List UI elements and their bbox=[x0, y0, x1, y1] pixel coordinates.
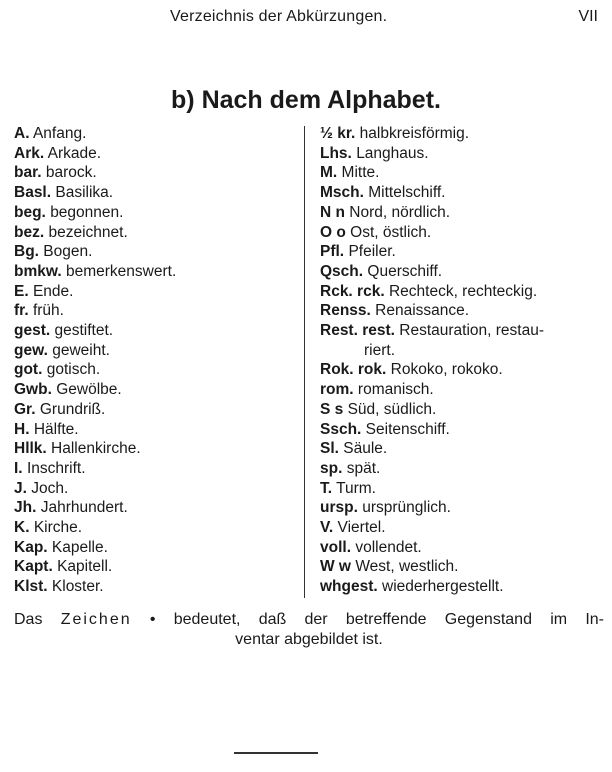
abbreviation-entry bbox=[320, 459, 605, 479]
abbreviation: Msch. bbox=[320, 184, 364, 202]
abbreviation-meaning: Restauration, restau- bbox=[399, 322, 545, 340]
abbreviation-meaning: spät. bbox=[346, 459, 381, 477]
abbreviation: Rck. rck. bbox=[320, 282, 385, 300]
footnote-text: Das bbox=[14, 611, 43, 628]
abbreviation-entry bbox=[14, 557, 294, 577]
abbreviation: Basl. bbox=[14, 184, 52, 202]
abbreviation-entry bbox=[14, 538, 294, 558]
abbreviation-entry bbox=[14, 420, 294, 440]
abbreviation-meaning: Renaissance. bbox=[375, 302, 470, 320]
abbreviation: Rest. rest. bbox=[320, 322, 395, 340]
abbreviation-entry bbox=[320, 163, 605, 183]
abbreviation-meaning: vollendet. bbox=[355, 538, 422, 556]
abbreviation: V. bbox=[320, 519, 334, 537]
abbreviation: Pfl. bbox=[320, 243, 345, 261]
abbreviation-meaning: Seitenschiff. bbox=[365, 420, 450, 438]
abbreviation: got. bbox=[14, 361, 43, 379]
abbreviation-meaning: Querschiff. bbox=[367, 262, 443, 280]
abbreviation-entry bbox=[320, 183, 605, 203]
abbreviation: bar. bbox=[14, 164, 42, 182]
footnote bbox=[14, 610, 604, 650]
abbreviation-meaning: früh. bbox=[32, 302, 64, 320]
abbreviation-entry bbox=[14, 203, 294, 223]
running-head bbox=[0, 8, 612, 30]
abbreviation: J. bbox=[14, 479, 27, 497]
abbreviation-meaning: gotisch. bbox=[46, 361, 101, 379]
abbreviation-meaning: Langhaus. bbox=[356, 144, 429, 162]
abbreviation-entry bbox=[14, 144, 294, 164]
abbreviation: T. bbox=[320, 479, 333, 497]
abbreviation: H. bbox=[14, 420, 30, 438]
page-number: VII bbox=[578, 8, 598, 25]
abbreviation: I. bbox=[14, 459, 23, 477]
abbreviation-entry bbox=[14, 124, 294, 144]
footnote-spaced-word: Zeichen bbox=[60, 611, 132, 628]
abbreviation-entry bbox=[320, 538, 605, 558]
abbreviation-entry bbox=[14, 163, 294, 183]
abbreviation-column-right bbox=[320, 124, 605, 597]
abbreviation-meaning: Ende. bbox=[32, 282, 74, 300]
abbreviation: Qsch. bbox=[320, 262, 364, 280]
abbreviation-entry bbox=[320, 518, 605, 538]
abbreviation-meaning: Kapelle. bbox=[51, 538, 108, 556]
abbreviation-meaning-continuation: riert. bbox=[364, 341, 395, 359]
abbreviation: Lhs. bbox=[320, 144, 352, 162]
abbreviation: beg. bbox=[14, 203, 46, 221]
abbreviation-meaning: bezeichnet. bbox=[48, 223, 128, 241]
abbreviation-meaning: Nord, nördlich. bbox=[349, 203, 451, 221]
abbreviation-entry bbox=[14, 242, 294, 262]
abbreviation-meaning: Gewölbe. bbox=[56, 381, 122, 399]
abbreviation-meaning: Säule. bbox=[343, 440, 388, 458]
abbreviation: O o bbox=[320, 223, 346, 241]
abbreviation: Gr. bbox=[14, 400, 36, 418]
abbreviation-meaning: Grundriß. bbox=[39, 400, 106, 418]
abbreviation: Gwb. bbox=[14, 381, 52, 399]
abbreviation-entry bbox=[14, 262, 294, 282]
abbreviation-meaning: Jahrhundert. bbox=[40, 499, 128, 517]
abbreviation: Kapt. bbox=[14, 558, 53, 576]
abbreviation-meaning: Rokoko, rokoko. bbox=[390, 361, 503, 379]
abbreviation: S s bbox=[320, 400, 344, 418]
abbreviation-meaning: Hallenkirche. bbox=[51, 440, 141, 458]
abbreviation-entry bbox=[320, 282, 605, 302]
abbreviation-entry bbox=[320, 380, 605, 400]
abbreviation-meaning: Kloster. bbox=[51, 578, 104, 596]
abbreviation-meaning: wiederhergestellt. bbox=[382, 578, 504, 596]
abbreviation-column-left bbox=[14, 124, 294, 597]
abbreviation-entry bbox=[14, 400, 294, 420]
abbreviation-meaning: gestiftet. bbox=[54, 322, 114, 340]
abbreviation-entry bbox=[320, 360, 605, 380]
footnote-line-1 bbox=[14, 610, 604, 630]
abbreviation-entry bbox=[320, 301, 605, 321]
abbreviation: M. bbox=[320, 164, 338, 182]
abbreviation-meaning: romanisch. bbox=[357, 381, 434, 399]
abbreviation-meaning: Hälfte. bbox=[33, 420, 79, 438]
abbreviation: N n bbox=[320, 203, 345, 221]
abbreviation: gew. bbox=[14, 341, 48, 359]
footnote-line-2: ventar abgebildet ist. bbox=[235, 631, 383, 648]
abbreviation-entry bbox=[14, 380, 294, 400]
abbreviation-meaning: begonnen. bbox=[50, 203, 124, 221]
section-title: b) Nach dem Alphabet. bbox=[171, 86, 441, 114]
abbreviation-entry bbox=[320, 144, 605, 164]
abbreviation-meaning: Rechteck, rechteckig. bbox=[388, 282, 538, 300]
footer-rule bbox=[234, 752, 318, 754]
abbreviation-meaning: Süd, südlich. bbox=[347, 400, 437, 418]
footnote-text: bedeutet, daß der betreffende Gegenstand im In- bbox=[173, 611, 604, 628]
abbreviation: bmkw. bbox=[14, 262, 62, 280]
abbreviation: rom. bbox=[320, 381, 354, 399]
abbreviation-entry bbox=[14, 479, 294, 499]
abbreviation-meaning: West, westlich. bbox=[355, 558, 459, 576]
abbreviation: bez. bbox=[14, 223, 45, 241]
abbreviation-entry bbox=[320, 223, 605, 243]
abbreviation: Klst. bbox=[14, 578, 48, 596]
abbreviation-entry bbox=[320, 557, 605, 577]
abbreviation-meaning: barock. bbox=[45, 164, 97, 182]
abbreviation: whgest. bbox=[320, 578, 378, 596]
abbreviation-meaning: bemerkenswert. bbox=[65, 262, 177, 280]
abbreviation: ½ kr. bbox=[320, 125, 356, 142]
abbreviation-entry bbox=[320, 498, 605, 518]
abbreviation-meaning: Basilika. bbox=[55, 184, 114, 202]
abbreviation-meaning: Mitte. bbox=[341, 164, 380, 182]
abbreviation: ursp. bbox=[320, 499, 358, 517]
abbreviation-entry bbox=[14, 321, 294, 341]
abbreviation-entry bbox=[14, 341, 294, 361]
abbreviation-entry bbox=[320, 420, 605, 440]
abbreviation-meaning: Arkade. bbox=[47, 144, 102, 162]
abbreviation-meaning: Mittelschiff. bbox=[368, 184, 446, 202]
abbreviation-meaning: geweiht. bbox=[52, 341, 110, 359]
abbreviation-entry bbox=[14, 498, 294, 518]
abbreviation-meaning: Kapitell. bbox=[57, 558, 113, 576]
abbreviation: Jh. bbox=[14, 499, 37, 517]
abbreviation-entry bbox=[320, 262, 605, 282]
abbreviation: fr. bbox=[14, 302, 29, 320]
circle-marker-icon: • bbox=[149, 611, 156, 628]
abbreviation: Ark. bbox=[14, 144, 45, 162]
abbreviation-entry bbox=[14, 282, 294, 302]
column-divider bbox=[304, 126, 305, 598]
abbreviation: sp. bbox=[320, 459, 343, 477]
abbreviation: gest. bbox=[14, 322, 51, 340]
abbreviation-meaning: halbkreisförmig. bbox=[359, 125, 470, 142]
abbreviation: Rok. rok. bbox=[320, 361, 387, 379]
abbreviation: voll. bbox=[320, 538, 352, 556]
abbreviation-meaning: Ost, östlich. bbox=[350, 223, 432, 241]
abbreviation-meaning: Turm. bbox=[336, 479, 376, 497]
abbreviation-meaning: Bogen. bbox=[43, 243, 93, 261]
abbreviation-entry bbox=[14, 183, 294, 203]
abbreviation: W w bbox=[320, 558, 351, 576]
abbreviation: K. bbox=[14, 519, 30, 537]
abbreviation-meaning: Inschrift. bbox=[26, 459, 86, 477]
abbreviation-entry bbox=[14, 518, 294, 538]
abbreviation-meaning: Anfang. bbox=[32, 125, 87, 142]
abbreviation-meaning: Joch. bbox=[31, 479, 69, 497]
abbreviation: Kap. bbox=[14, 538, 48, 556]
abbreviation-meaning: ursprünglich. bbox=[362, 499, 451, 517]
abbreviation: A. bbox=[14, 125, 30, 142]
abbreviation-entry bbox=[320, 124, 605, 144]
abbreviation-entry bbox=[14, 301, 294, 321]
running-head-title: Verzeichnis der Abkürzungen. bbox=[170, 8, 388, 25]
abbreviation-entry bbox=[14, 459, 294, 479]
abbreviation: Bg. bbox=[14, 243, 39, 261]
abbreviation-entry bbox=[320, 577, 605, 597]
abbreviation-entry bbox=[320, 321, 605, 360]
abbreviation-entry bbox=[320, 479, 605, 499]
abbreviation: Renss. bbox=[320, 302, 371, 320]
abbreviation-entry bbox=[14, 439, 294, 459]
abbreviation-entry bbox=[320, 400, 605, 420]
abbreviation-entry bbox=[14, 360, 294, 380]
abbreviation-entry bbox=[320, 242, 605, 262]
abbreviation-meaning: Viertel. bbox=[337, 519, 386, 537]
abbreviation-entry bbox=[320, 203, 605, 223]
abbreviation-meaning: Kirche. bbox=[33, 519, 83, 537]
abbreviation-entry bbox=[320, 439, 605, 459]
abbreviation: Ssch. bbox=[320, 420, 362, 438]
abbreviation-entry bbox=[14, 577, 294, 597]
abbreviation-meaning: Pfeiler. bbox=[348, 243, 396, 261]
abbreviation: Sl. bbox=[320, 440, 339, 458]
abbreviation-entry bbox=[14, 223, 294, 243]
abbreviation: Hllk. bbox=[14, 440, 47, 458]
abbreviation: E. bbox=[14, 282, 29, 300]
